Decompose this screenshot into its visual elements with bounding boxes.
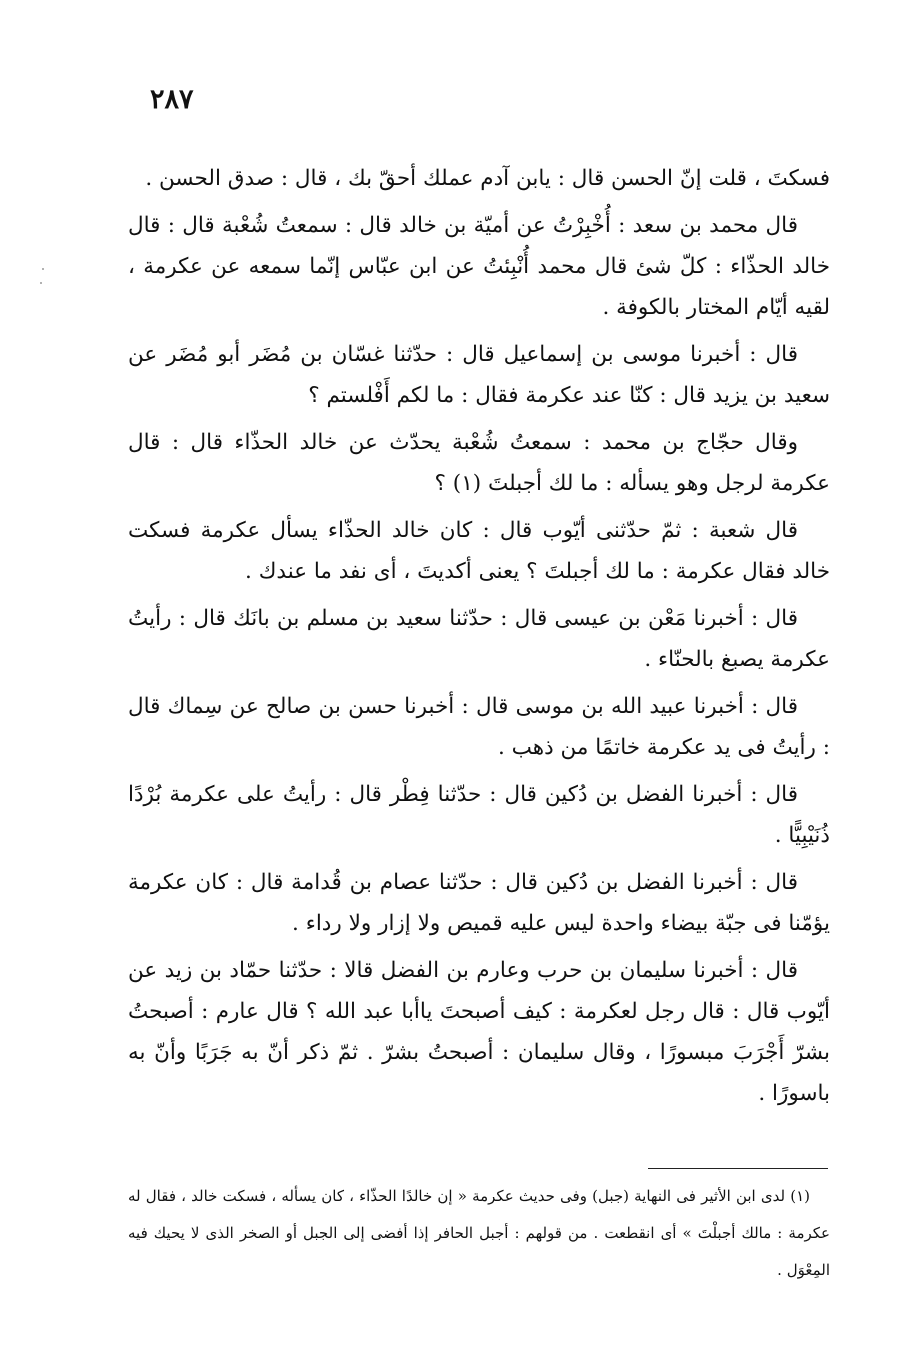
paragraph: قال : أخبرنا الفضل بن دُكين قال : حدّثنا عصام بن قُدامة قال : كان عكرمة يؤمّنا فى جبّة بيضاء واحدة ليس عليه قميص ولا إزار ولا رداء . (128, 870, 830, 936)
paragraph: قال : أخبرنا عبيد الله بن موسى قال : أخبرنا حسن بن صالح عن سِماك قال : رأيتُ فى يد عكرمة خاتمًا من ذهب . (128, 694, 830, 760)
scan-speck (42, 268, 44, 270)
paragraph: قال محمد بن سعد : أُخْبِرْتُ عن أميّة بن خالد قال : سمعتُ شُعْبة قال : قال خالد الحذّاء : كلّ شئ قال محمد أُنْبِئتُ عن ابن عبّاس إنّما سمعه عن عكرمة ، لقيه أيّام المختار بالكوفة . (128, 213, 830, 320)
paragraph: قال : أخبرنا موسى بن إسماعيل قال : حدّثنا غسّان بن مُضَر أبو مُضَر عن سعيد بن يزيد قال : كنّا عند عكرمة فقال : ما لكم أَفْلستم ؟ (128, 342, 830, 408)
paragraph: قال شعبة : ثمّ حدّثنى أيّوب قال : كان خالد الحذّاء يسأل عكرمة فسكت خالد فقال عكرمة : ما لك أجبلتَ ؟ يعنى أكديتَ ، أى نفد ما عندك . (128, 518, 830, 584)
footnote (128, 1178, 830, 1289)
paragraph: قال : أخبرنا سليمان بن حرب وعارم بن الفضل قالا : حدّثنا حمّاد بن زيد عن أيّوب قال : قال رجل لعكرمة : كيف أصبحتَ ياأبا عبد الله ؟ قال عارم : أصبحتُ بشرّ أَجْرَبَ مبسورًا ، وقال سليمان : أصبحتُ بشرّ . ثمّ ذكر أنّ به جَرَبًا وأنّ به باسورًا . (128, 958, 830, 1106)
page-number: ٢٨٧ (150, 84, 194, 115)
main-text (128, 158, 830, 1120)
paragraph: قال : أخبرنا الفضل بن دُكين قال : حدّثنا فِطْر قال : رأيتُ على عكرمة بُرْدًا ذُنَيْبِيًّا . (128, 782, 830, 848)
scan-speck (40, 282, 42, 284)
paragraph: وقال حجّاج بن محمد : سمعتُ شُعْبة يحدّث عن خالد الحذّاء قال : قال عكرمة لرجل وهو يسأله : ما لك أجبلتَ (١) ؟ (128, 430, 830, 496)
paragraph: قال : أخبرنا مَعْن بن عيسى قال : حدّثنا سعيد بن مسلم بن بانَك قال : رأيتُ عكرمة يصبغ بالحنّاء . (128, 606, 830, 672)
footnote-separator (648, 1168, 828, 1169)
paragraph: فسكتَ ، قلت إنّ الحسن قال : يابن آدم عملك أحقّ بك ، قال : صدق الحسن . (145, 166, 830, 191)
footnote-text: (١) لدى ابن الأثير فى النهاية (جبل) وفى حديث عكرمة « إن خالدًا الحذّاء ، كان يسأله ، فسكت خالد ، فقال له عكرمة : مالك أجبلْتَ » أى انقطعت . من قولهم : أجبل الحافر إذا أفضى إلى الجبل أو الصخر الذى لا يحيك فيه المِعْوَل . (128, 1187, 830, 1279)
